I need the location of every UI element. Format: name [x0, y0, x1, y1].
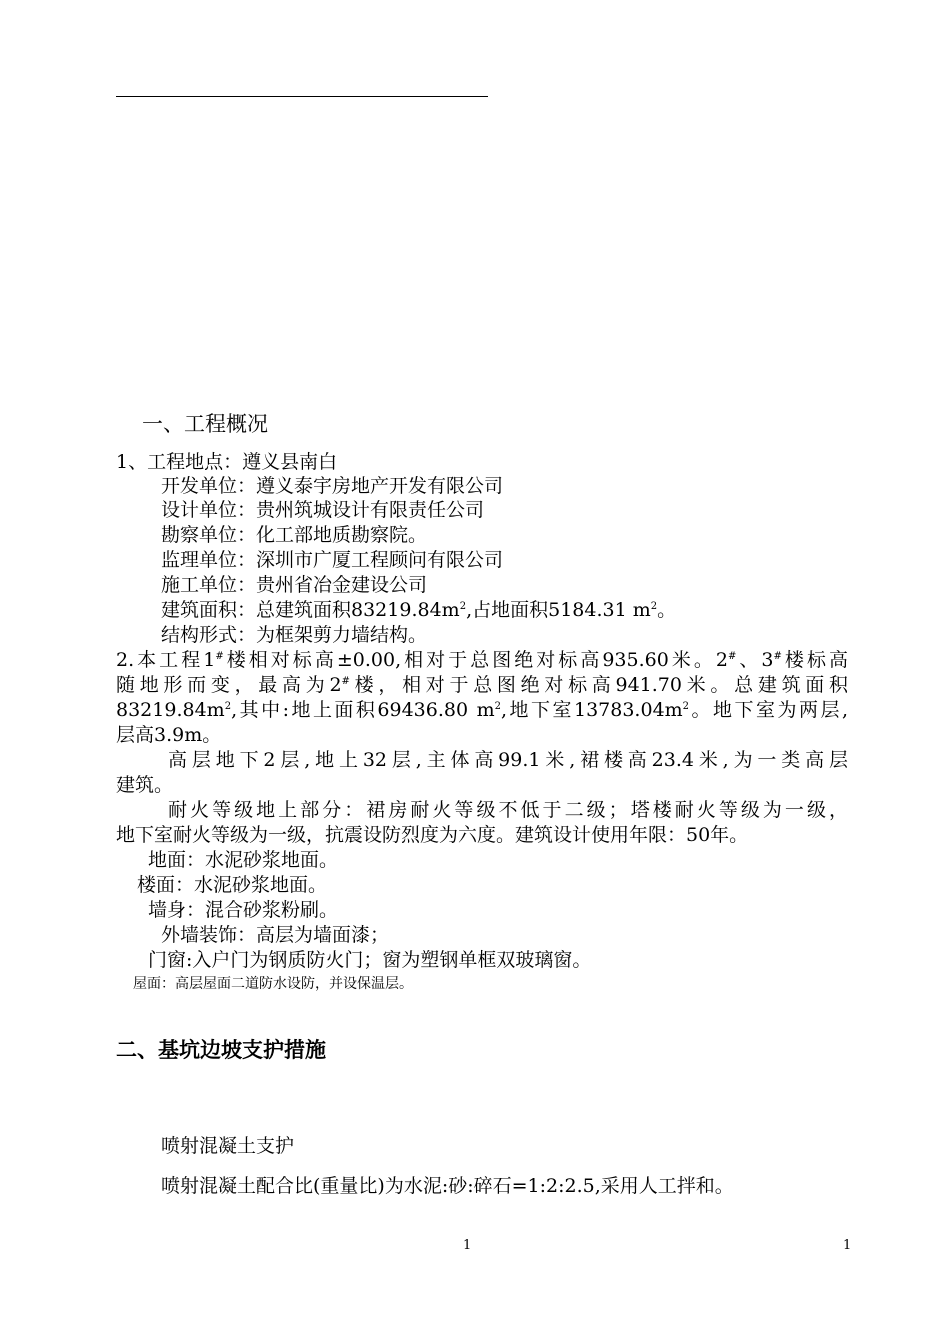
superscript: #: [215, 651, 224, 662]
structure-form: 结构形式：为框架剪力墙结构。: [161, 624, 428, 646]
doors-windows: 门窗:入户门为钢质防火门；窗为塑钢单框双玻璃窗。: [148, 949, 592, 971]
superscript: #: [727, 651, 737, 662]
wall-finish: 墙身：混合砂浆粉刷。: [148, 899, 339, 921]
para-4-line-1: 耐火等级地上部分：裙房耐火等级不低于二级；塔楼耐火等级为一级，: [168, 799, 848, 821]
para-3-line-2: 建筑。: [116, 774, 174, 796]
superscript: 2: [494, 701, 501, 712]
text-run: 楼，相对于总图绝对标高941.70米。总建筑面积: [349, 674, 848, 696]
superscript: 2: [224, 701, 232, 712]
superscript: 2: [682, 701, 690, 712]
text-run: ,地下室13783.04m: [501, 699, 683, 721]
supervision-unit: 监理单位：深圳市广厦工程顾问有限公司: [161, 549, 504, 571]
text-run: ,其中:地上面积69436.80 m: [231, 699, 495, 721]
para-4-line-2: 地下室耐火等级为一级，抗震设防烈度为六度。建筑设计使用年限：50年。: [116, 824, 749, 846]
design-unit: 设计单位：贵州筑城设计有限责任公司: [161, 499, 485, 521]
header-rule: [116, 96, 488, 97]
roof-spec: 屋面：高层屋面二道防水设防，并设保温层。: [133, 976, 413, 992]
construction-unit: 施工单位：贵州省冶金建设公司: [161, 574, 428, 596]
ground-finish: 地面：水泥砂浆地面。: [148, 849, 339, 871]
text-run: 。地下室为两层,: [689, 699, 848, 721]
text-run: 2.本工程1: [116, 649, 216, 671]
area-text-a: 建筑面积：总建筑面积83219.84m: [161, 599, 460, 621]
project-location: 1、工程地点：遵义县南白: [116, 451, 338, 473]
para-3-line-1: 高层地下2层,地上32层,主体高99.1米,裙楼高23.4米,为一类高层: [168, 749, 848, 771]
para-2-line-3: [116, 698, 848, 722]
building-area: [161, 598, 676, 622]
shotcrete-mix: 喷射混凝土配合比(重量比)为水泥:砂:碎石=1:2:2.5,采用人工拌和。: [161, 1175, 734, 1197]
superscript: #: [773, 651, 782, 662]
page-number-center: 1: [463, 1238, 472, 1253]
page-number-right: 1: [843, 1238, 852, 1253]
text-run: 、3: [736, 649, 774, 671]
exterior-wall-finish: 外墙装饰：高层为墙面漆；: [161, 924, 390, 946]
section-1-title: 一、工程概况: [142, 412, 268, 436]
section-2-title: 二、基坑边坡支护措施: [116, 1038, 326, 1062]
text-run: 楼相对标高±0.00,相对于总图绝对标高935.60米。2: [223, 649, 728, 671]
floor-finish: 楼面：水泥砂浆地面。: [137, 874, 328, 896]
text-run: 楼标高: [781, 649, 848, 671]
para-2-line-4: 层高3.9m。: [116, 724, 222, 746]
shotcrete-heading: 喷射混凝土支护: [161, 1135, 295, 1157]
para-2-line-1: [116, 648, 848, 672]
superscript: 2: [459, 601, 467, 612]
text-run: 83219.84m: [116, 699, 225, 721]
para-2-line-2: [116, 673, 848, 697]
survey-unit: 勘察单位：化工部地质勘察院。: [161, 524, 428, 546]
text-run: 随地形而变，最高为2: [116, 674, 342, 696]
superscript: #: [341, 676, 350, 687]
area-text-b: ,占地面积5184.31 m: [466, 599, 651, 621]
superscript: 2: [650, 601, 658, 612]
area-text-c: 。: [657, 599, 677, 621]
developer-unit: 开发单位：遵义泰宇房地产开发有限公司: [161, 475, 504, 497]
